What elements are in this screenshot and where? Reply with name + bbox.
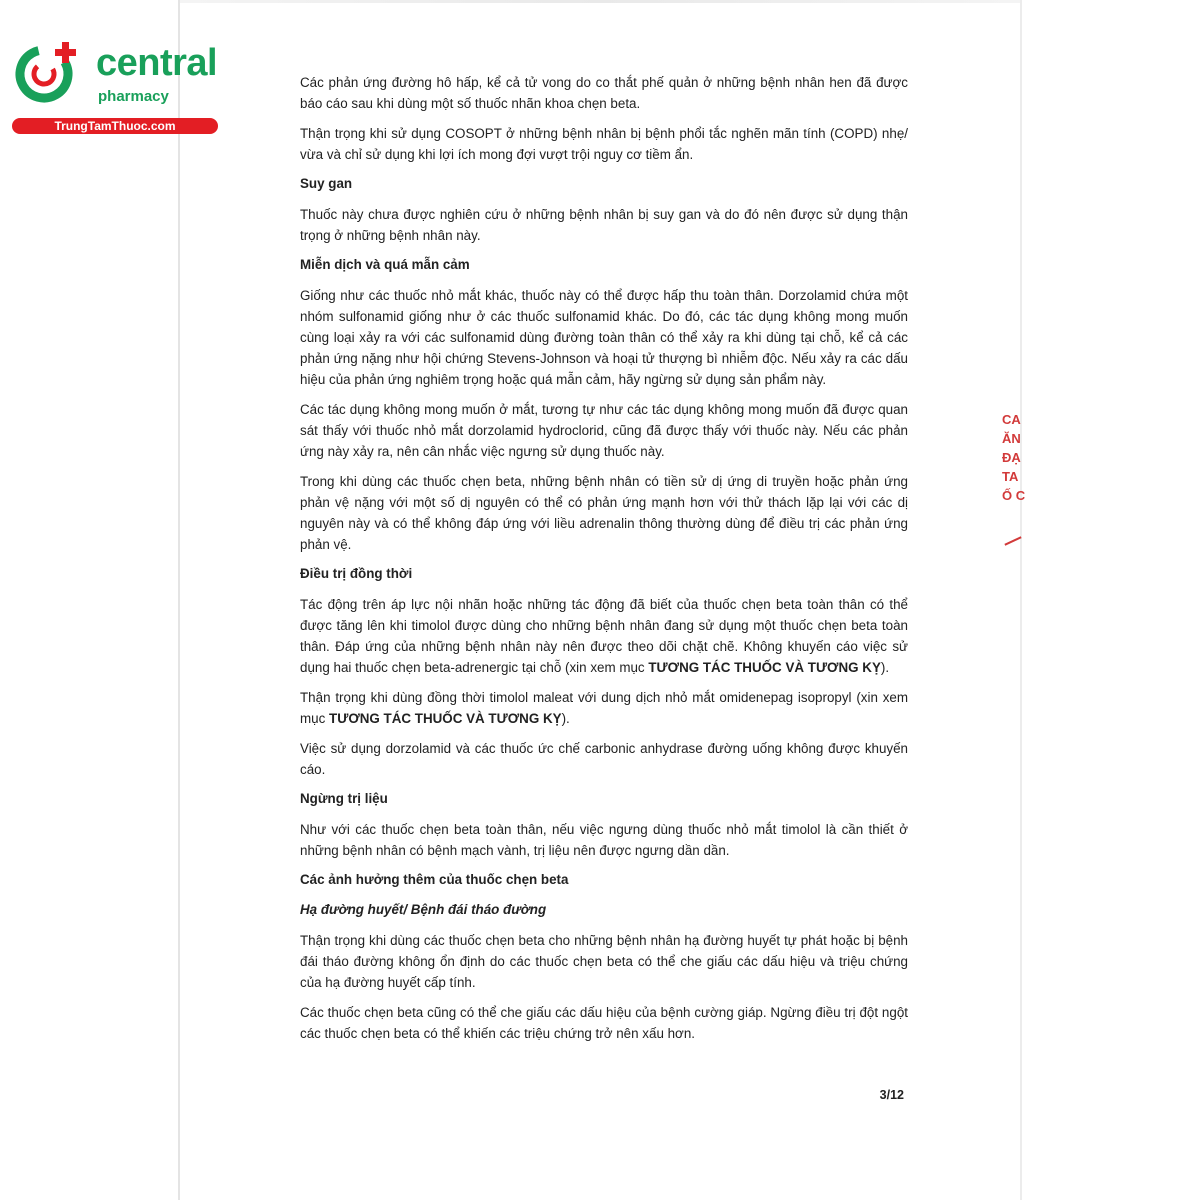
paragraph: Các tác dụng không mong muốn ở mắt, tương tự như các tác dụng không mong muốn đã được quan sát thấy với thuốc nhỏ mắt dorzolamid hydroclorid, cũng đã được thấy với thuốc này. Nếu các phản ứng này xảy ra, nên cân nhắc việc ngưng sử dụng thuốc này. xyxy=(300,402,908,459)
cross-reference: TƯƠNG TÁC THUỐC VÀ TƯƠNG KỴ xyxy=(648,660,881,675)
paragraph: Thuốc này chưa được nghiên cứu ở những bệnh nhân bị suy gan và do đó nên được sử dụng thận trọng ở những bệnh nhân này. xyxy=(300,207,908,243)
stamp-text: CA xyxy=(1002,412,1021,427)
logo-wordmark: central xyxy=(96,42,218,84)
logo-website[interactable]: TrungTamThuoc.com xyxy=(12,118,218,134)
page-number: 3/12 xyxy=(879,1088,904,1102)
text-run: ). xyxy=(561,711,570,726)
paragraph: Việc sử dụng dorzolamid và các thuốc ức chế carbonic anhydrase đường uống không được khuyến cáo. xyxy=(300,741,908,777)
document-body xyxy=(300,72,908,1053)
paragraph: Giống như các thuốc nhỏ mắt khác, thuốc này có thể được hấp thu toàn thân. Dorzolamid chứa một nhóm sulfonamid giống như ở các thuốc sulfonamid khác. Do đó, các tác dụng không mong muốn cùng loại xảy ra với các sulfonamid dùng đường toàn thân có thể xảy ra khi dùng tại chỗ, kể cả các phản ứng nặng như hội chứng Stevens-Johnson và hoại tử thượng bì nhiễm độc. Nếu xảy ra các dấu hiệu của phản ứng nghiêm trọng hoặc quá mẫn cảm, hãy ngừng sử dụng sản phẩm này. xyxy=(300,288,908,387)
stamp-text: ĂN xyxy=(1002,431,1021,446)
subsection-heading-ha-duong-huyet: Hạ đường huyết/ Bệnh đái tháo đường xyxy=(300,902,547,917)
central-pharmacy-logo[interactable] xyxy=(10,38,218,138)
page-right-edge xyxy=(1020,0,1022,1200)
section-heading-dieu-tri-dong-thoi: Điều trị đồng thời xyxy=(300,566,413,581)
paragraph: Các phản ứng đường hô hấp, kể cả tử vong do co thắt phế quản ở những bệnh nhân hen đã được báo cáo sau khi dùng một số thuốc nhãn khoa chẹn beta. xyxy=(300,75,908,111)
paragraph xyxy=(300,594,908,678)
logo-subtitle: pharmacy xyxy=(98,88,169,105)
section-heading-ngung-tri-lieu: Ngừng trị liệu xyxy=(300,791,388,806)
stamp-text: TA xyxy=(1002,469,1019,484)
paragraph: Thận trọng khi sử dụng COSOPT ở những bệnh nhân bị bệnh phổi tắc nghẽn mãn tính (COPD) nhẹ/ vừa và chỉ sử dụng khi lợi ích mong đợi vượt trội nguy cơ tiềm ẩn. xyxy=(300,126,908,162)
paragraph: Các thuốc chẹn beta cũng có thể che giấu các dấu hiệu của bệnh cường giáp. Ngừng điều trị đột ngột các thuốc chẹn beta có thể khiến các triệu chứng trở nên xấu hơn. xyxy=(300,1005,908,1041)
paragraph: Thận trọng khi dùng các thuốc chẹn beta cho những bệnh nhân hạ đường huyết tự phát hoặc bị bệnh đái tháo đường không ổn định do các thuốc chẹn beta có thể che giấu các dấu hiệu và triệu chứng của hạ đường huyết cấp tính. xyxy=(300,933,908,990)
text-run: Tác động trên áp lực nội nhãn hoặc những tác động đã biết của thuốc chẹn beta toàn thân có thể được tăng lên khi timolol được dùng cho những bệnh nhân đang sử dụng một thuốc chẹn beta toàn thân. Đáp ứng của những bệnh nhân này nên được theo dõi chặt chẽ. Không khuyến cáo việc sử dụng hai thuốc chẹn beta-adrenergic tại chỗ (xin xem mục xyxy=(300,597,908,675)
pharmacy-cross-icon xyxy=(10,38,90,108)
paragraph: Như với các thuốc chẹn beta toàn thân, nếu việc ngưng dùng thuốc nhỏ mắt timolol là cần thiết ở những bệnh nhân có bệnh mạch vành, trị liệu nên được ngưng dần dần. xyxy=(300,822,908,858)
stamp-text: ĐẠ xyxy=(1002,450,1021,465)
stamp-text: Ố C xyxy=(1002,488,1026,503)
paragraph xyxy=(300,687,908,729)
section-heading-mien-dich: Miễn dịch và quá mẫn cảm xyxy=(300,257,470,272)
paragraph: Trong khi dùng các thuốc chẹn beta, những bệnh nhân có tiền sử dị ứng di truyền hoặc phản ứng phản vệ nặng với một số dị nguyên có thể có phản ứng mạnh hơn với thử thách lặp lại với các dị nguyên này và có thể không đáp ứng với liều adrenalin thông thường dùng để điều trị các phản ứng phản vệ. xyxy=(300,474,908,552)
scan-top-edge xyxy=(180,0,1020,3)
page-left-edge xyxy=(178,0,180,1200)
text-run: Thận trọng khi dùng đồng thời timolol maleat với dung dịch nhỏ mắt omidenepag isopropyl (xin xem mục xyxy=(300,690,908,726)
section-heading-anh-huong-them: Các ảnh hưởng thêm của thuốc chẹn beta xyxy=(300,872,569,887)
text-run: ). xyxy=(880,660,890,675)
cross-reference: TƯƠNG TÁC THUỐC VÀ TƯƠNG KỴ xyxy=(329,711,562,726)
section-heading-suy-gan: Suy gan xyxy=(300,176,353,191)
